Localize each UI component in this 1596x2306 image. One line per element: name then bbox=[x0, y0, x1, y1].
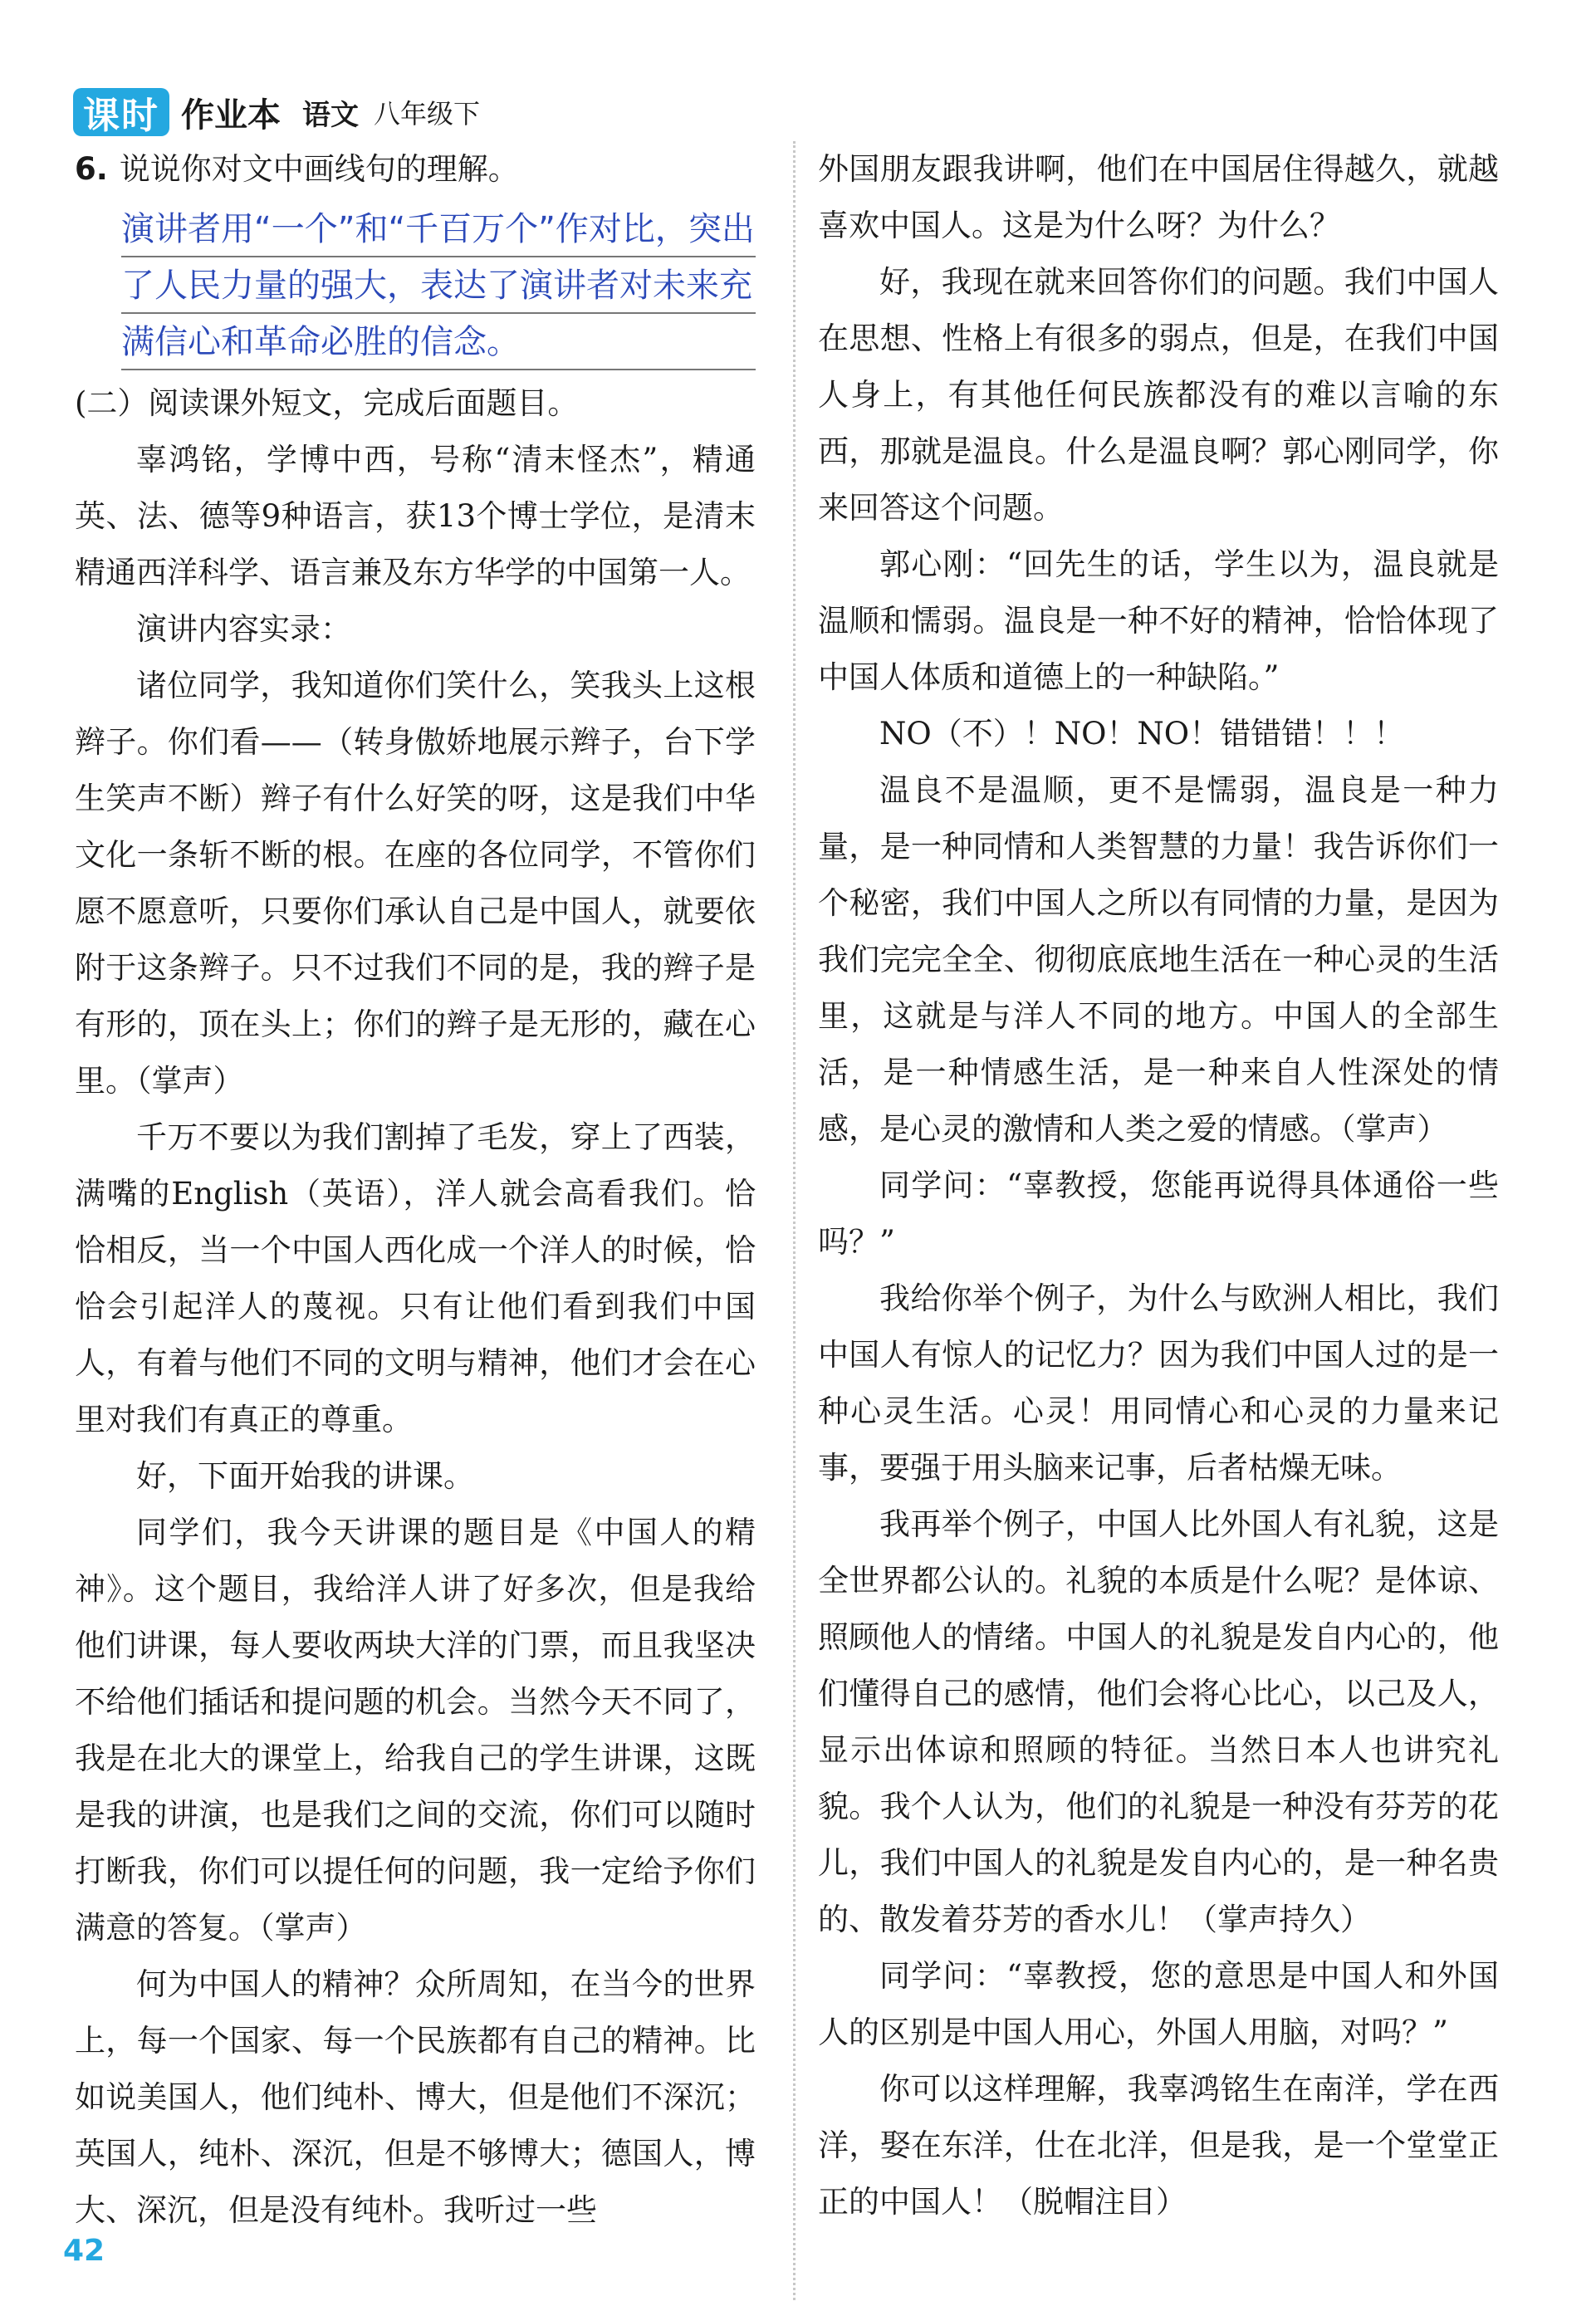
paragraph: 你可以这样理解，我辜鸿铭生在南洋，学在西洋，娶在东洋，仕在北洋，但是我，是一个堂堂正正的中国人！（脱帽注目） bbox=[818, 2071, 1499, 2220]
question-number: 6. bbox=[75, 151, 108, 187]
subject-label: 语文 bbox=[302, 98, 359, 132]
paragraph: 同学问：“辜教授，您的意思是中国人和外国人的区别是中国人用心，外国人用脑，对吗？” bbox=[818, 1958, 1499, 2050]
paragraph: 同学问：“辜教授，您能再说得具体通俗一些吗？” bbox=[818, 1168, 1499, 1260]
brand-title: 作业本 bbox=[181, 95, 281, 135]
paragraph: 郭心刚：“回先生的话，学生以为，温良就是温顺和懦弱。温良是一种不好的精神，恰恰体现了中国人体质和道德上的一种缺陷。” bbox=[818, 546, 1499, 695]
paragraph: 外国朋友跟我讲啊，他们在中国居住得越久，就越喜欢中国人。这是为什么呀？为什么？ bbox=[818, 151, 1499, 243]
paragraph: 诸位同学，我知道你们笑什么，笑我头上这根辫子。你们看——（转身傲娇地展示辫子，台下学生笑声不断）辫子有什么好笑的呀，这是我们中华文化一条斩不断的根。在座的各位同学，不管你们愿不愿意听，只要你们承认自己是中国人，就要依附于这条辫子。只不过我们不同的是，我的辫子是有形的，顶在头上；你们的辫子是无形的，藏在心里。（掌声） bbox=[75, 668, 756, 1099]
page-header bbox=[73, 83, 480, 141]
handwritten-answer: 演讲者用“一个”和“千百万个”作对比，突出了人民力量的强大，表达了演讲者对未来充满信心和革命必胜的信念。 bbox=[121, 201, 756, 370]
paragraph: 何为中国人的精神？众所周知，在当今的世界上，每一个国家、每一个民族都有自己的精神。比如说美国人，他们纯朴、博大，但是他们不深沉；英国人，纯朴、深沉，但是不够博大；德国人，博大、深沉，但是没有纯朴。我听过一些 bbox=[75, 1966, 756, 2228]
brand-logo: 课时 bbox=[73, 88, 169, 136]
paragraph: 好，下面开始我的讲课。 bbox=[136, 1458, 474, 1494]
paragraph: 辜鸿铭，学博中西，号称“清末怪杰”，精通英、法、德等9种语言，获13个博士学位，是清末精通西洋科学、语言兼及东方华学的中国第一人。 bbox=[75, 442, 756, 590]
left-column bbox=[75, 141, 756, 2239]
section-heading: (二）阅读课外短文，完成后面题目。 bbox=[75, 385, 579, 421]
exclamation-line: NO（不）！NO！NO！错错错！！！ bbox=[879, 716, 1405, 752]
paragraph: 温良不是温顺，更不是懦弱，温良是一种力量，是一种同情和人类智慧的力量！我告诉你们一个秘密，我们中国人之所以有同情的力量，是因为我们完完全全、彻彻底底地生活在一种心灵的生活里，这就是与洋人不同的地方。中国人的全部生活，是一种情感生活，是一种来自人性深处的情感，是心灵的激情和人类之爱的情感。（掌声） bbox=[818, 772, 1499, 1147]
paragraph: 我给你举个例子，为什么与欧洲人相比，我们中国人有惊人的记忆力？因为我们中国人过的是一种心灵生活。心灵！用同情心和心灵的力量来记事，要强于用头脑来记事，后者枯燥无味。 bbox=[818, 1280, 1499, 1486]
paragraph: 演讲内容实录： bbox=[136, 611, 351, 647]
right-column bbox=[818, 141, 1499, 2230]
grade-label: 八年级下 bbox=[374, 98, 481, 130]
paragraph: 我再举个例子，中国人比外国人有礼貌，这是全世界都公认的。礼貌的本质是什么呢？是体谅、照顾他人的情绪。中国人的礼貌是发自内心的，他们懂得自己的感情，他们会将心比心，以己及人，显示出体谅和照顾的特征。当然日本人也讲究礼貌。我个人认为，他们的礼貌是一种没有芬芳的花儿，我们中国人的礼貌是发自内心的，是一种名贵的、散发着芬芳的香水儿！（掌声持久） bbox=[818, 1506, 1499, 1937]
paragraph: 好，我现在就来回答你们的问题。我们中国人在思想、性格上有很多的弱点，但是，在我们中国人身上，有其他任何民族都没有的难以言喻的东西，那就是温良。什么是温良啊？郭心刚同学，你来回答这个问题。 bbox=[818, 264, 1499, 526]
page-number: 42 bbox=[63, 2234, 105, 2268]
question-prompt: 说说你对文中画线句的理解。 bbox=[119, 151, 519, 187]
column-divider bbox=[793, 141, 796, 2300]
paragraph: 同学们，我今天讲课的题目是《中国人的精神》。这个题目，我给洋人讲了好多次，但是我给他们讲课，每人要收两块大洋的门票，而且我坚决不给他们插话和提问题的机会。当然今天不同了，我是在北大的课堂上，给我自己的学生讲课，这既是我的讲演，也是我们之间的交流，你们可以随时打断我，你们可以提任何的问题，我一定给予你们满意的答复。（掌声） bbox=[75, 1515, 756, 1946]
question-6 bbox=[75, 141, 756, 198]
paragraph: 千万不要以为我们割掉了毛发，穿上了西装，满嘴的English（英语），洋人就会高看我们。恰恰相反，当一个中国人西化成一个洋人的时候，恰恰会引起洋人的蔑视。只有让他们看到我们中国人，有着与他们不同的文明与精神，他们才会在心里对我们有真正的尊重。 bbox=[75, 1119, 756, 1437]
